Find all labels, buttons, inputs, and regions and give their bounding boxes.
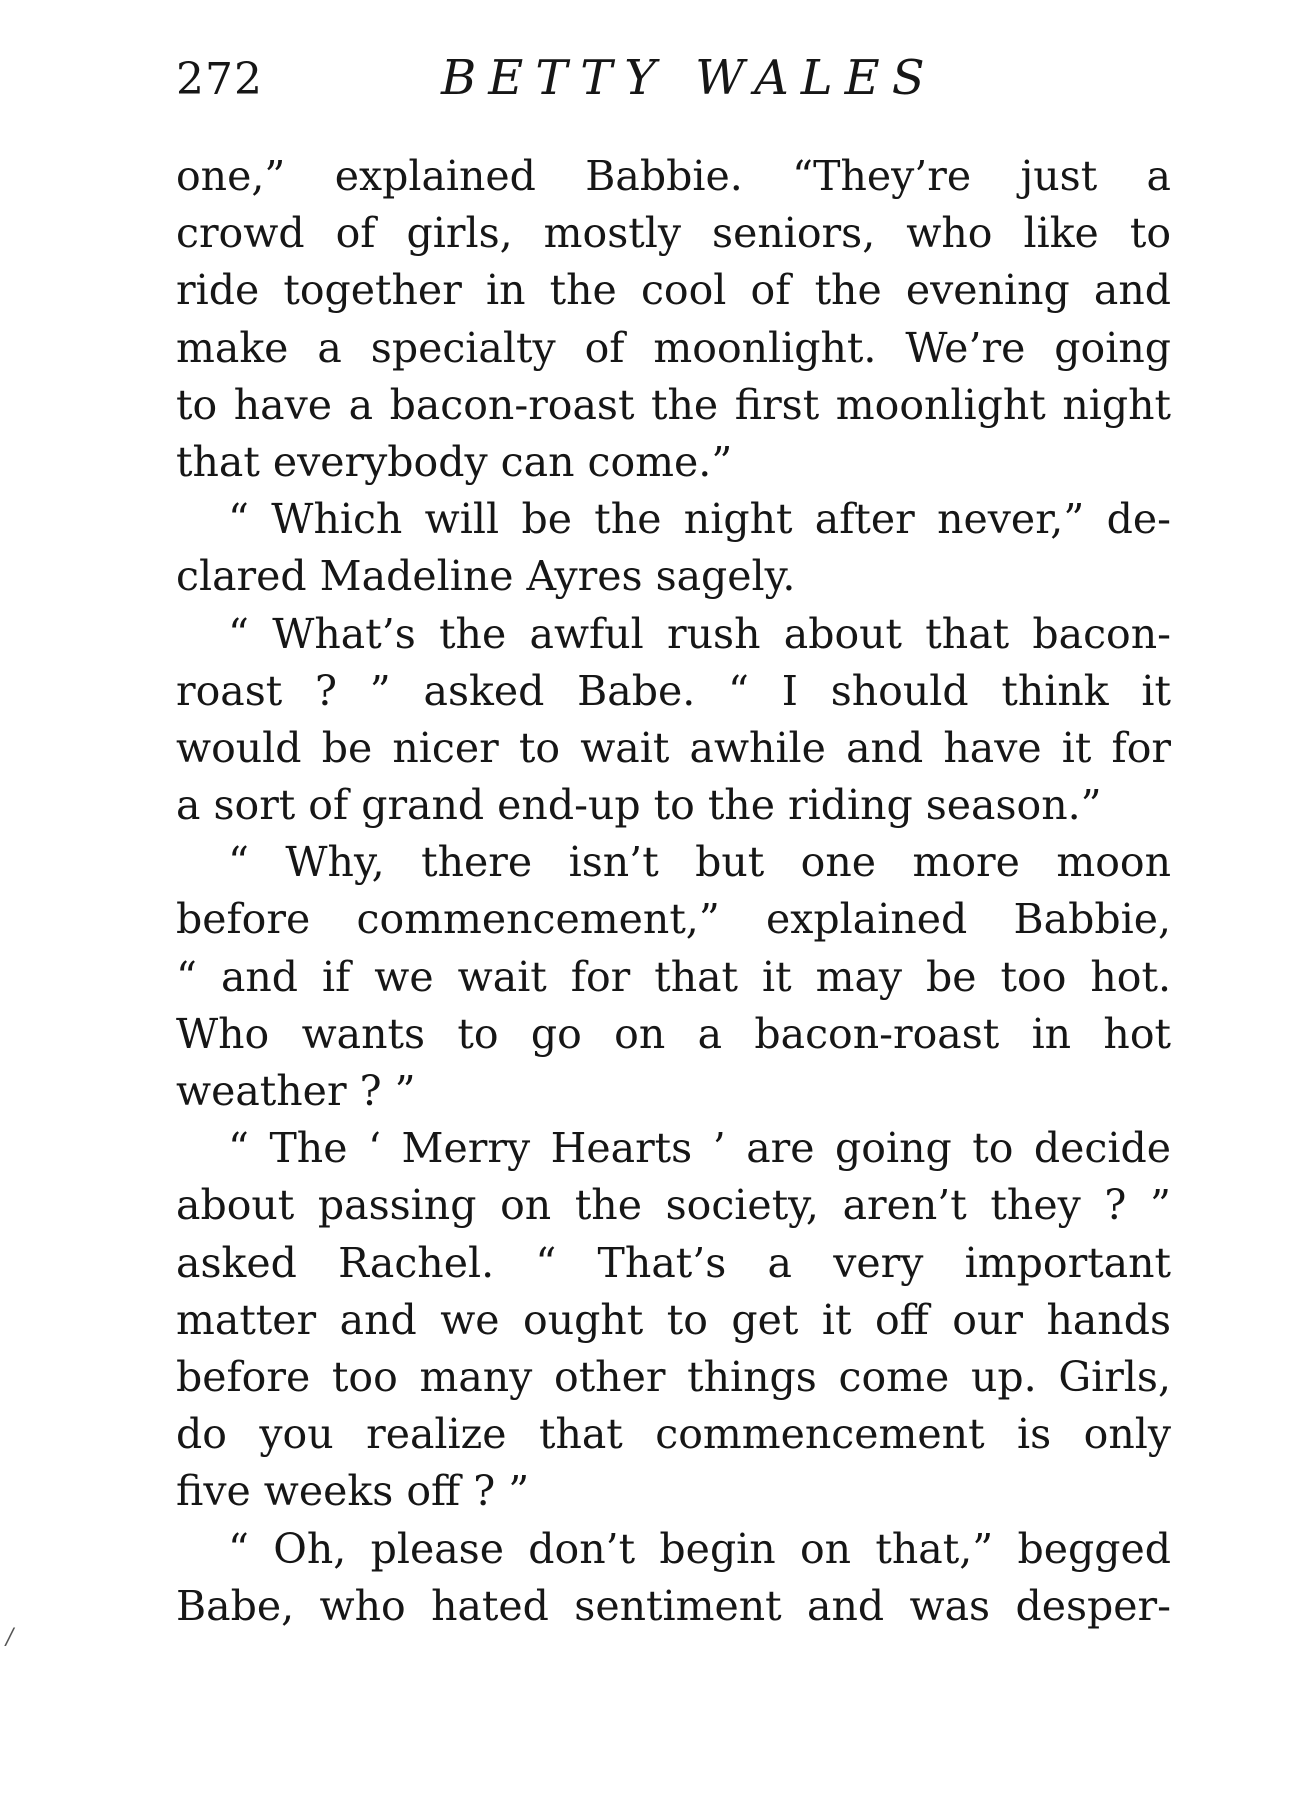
text-line: Babe, who hated sentiment and was desper- (176, 1581, 1171, 1630)
text-line: roast ? ” asked Babe. “ I should think it (176, 666, 1171, 715)
text-line: “ Why, there isn’t but one more moon (228, 838, 1171, 887)
text-line: before too many other things come up. Girls, (176, 1352, 1171, 1401)
text-line: five weeks off ? ” (176, 1467, 530, 1516)
text-line: make a specialty of moonlight. We’re going (176, 323, 1171, 372)
text-line: one,” explained Babbie. “They’re just a (176, 152, 1171, 200)
text-line: that everybody can come.” (176, 437, 733, 486)
running-head (176, 50, 1174, 120)
text-line: clared Madeline Ayres sagely. (176, 552, 796, 601)
body-text (176, 148, 1171, 1635)
running-title: BETTY WALES (441, 50, 937, 106)
page-number: 272 (176, 54, 263, 105)
text-line: before commencement,” explained Babbie, (176, 895, 1171, 944)
text-line: to have a bacon-roast the first moonlight night (176, 380, 1171, 429)
text-line: about passing on the society, aren’t they ? ” (176, 1181, 1171, 1230)
text-line: “ The ‘ Merry Hearts ’ are going to decide (228, 1124, 1171, 1173)
text-line: matter and we ought to get it off our hands (176, 1295, 1171, 1344)
text-line: crowd of girls, mostly seniors, who like to (176, 209, 1171, 258)
margin-mark: / (6, 1625, 14, 1650)
text-line: “ What’s the awful rush about that bacon- (228, 609, 1171, 658)
text-line: “ and if we wait for that it may be too hot. (176, 952, 1171, 1001)
text-line: weather ? ” (176, 1067, 416, 1115)
text-line: asked Rachel. “ That’s a very important (176, 1238, 1171, 1287)
text-line: “ Which will be the night after never,” de- (228, 495, 1171, 544)
text-line: would be nicer to wait awhile and have it for (176, 723, 1171, 772)
text-line: ride together in the cool of the evening and (176, 266, 1171, 315)
text-line: “ Oh, please don’t begin on that,” begged (228, 1524, 1171, 1573)
text-line: Who wants to go on a bacon-roast in hot (176, 1009, 1171, 1058)
text-line: a sort of grand end-up to the riding season.” (176, 781, 1102, 830)
text-line: do you realize that commencement is only (176, 1410, 1171, 1459)
